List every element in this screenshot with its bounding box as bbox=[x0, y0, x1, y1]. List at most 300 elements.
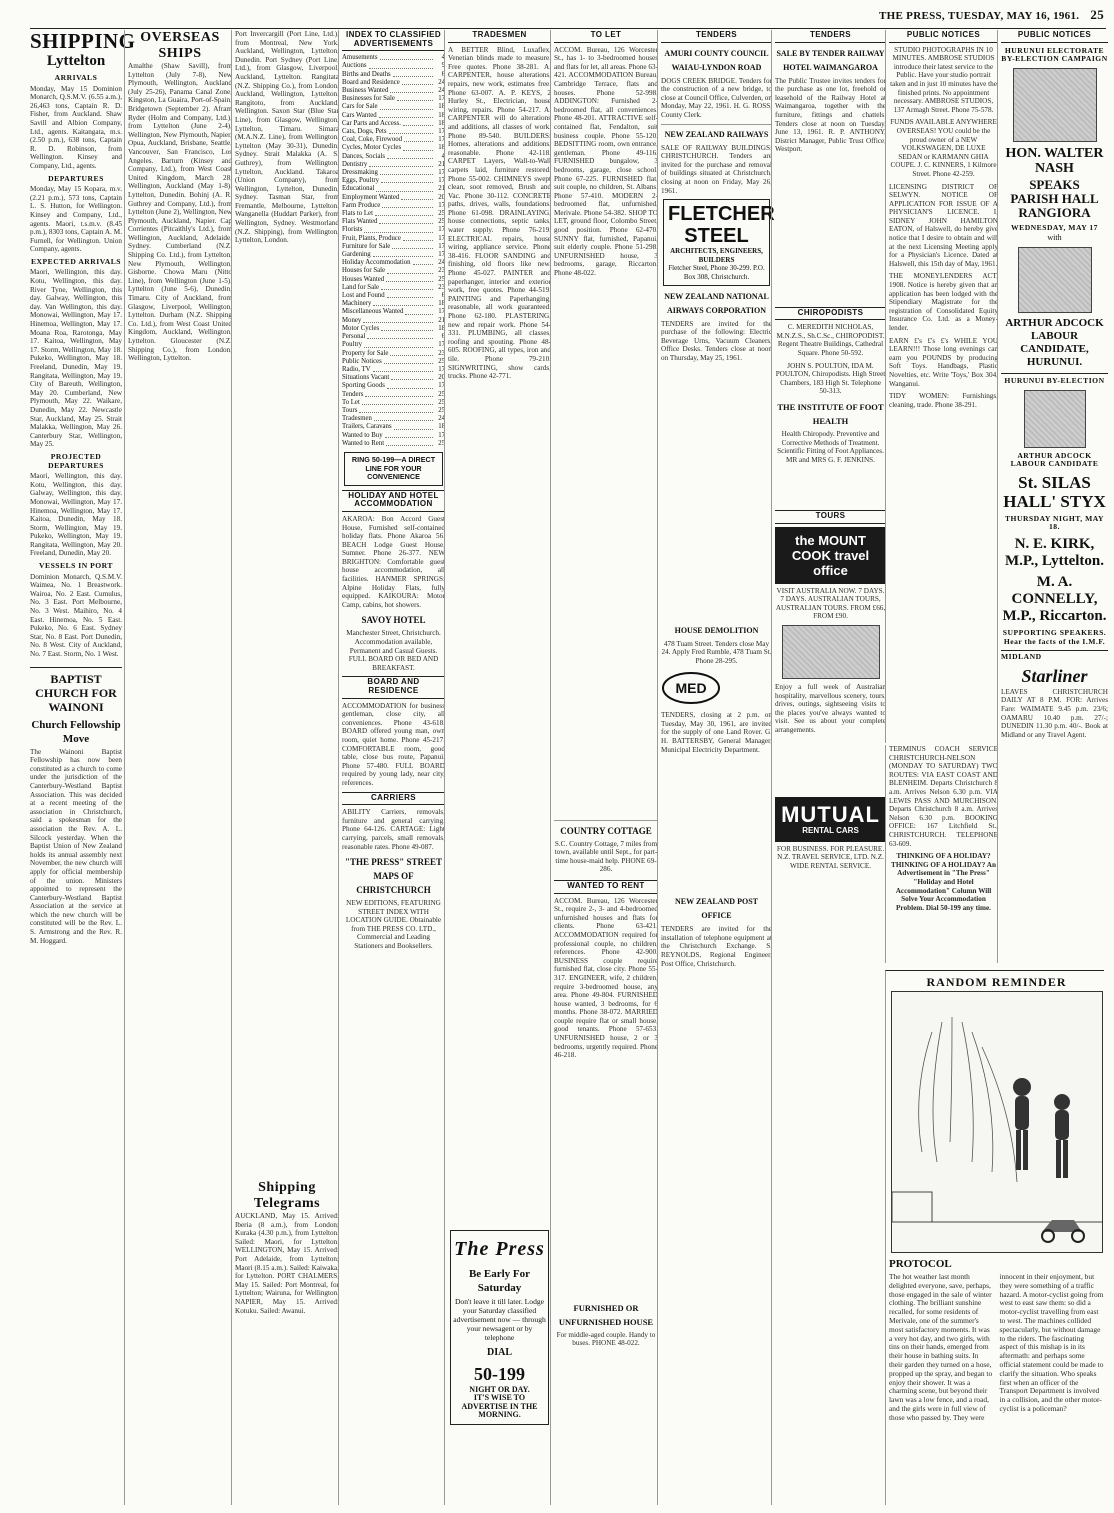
index-category: Flats to Let bbox=[342, 210, 373, 218]
promo-phone-number: 50-199 bbox=[474, 1363, 525, 1384]
index-row bbox=[342, 350, 445, 358]
to-let-column bbox=[550, 30, 658, 1505]
index-leader-dots bbox=[397, 95, 433, 101]
index-category: Machinery bbox=[342, 300, 372, 308]
shipping-column bbox=[30, 29, 136, 1505]
index-category: Tours bbox=[342, 406, 358, 414]
projected-departures-heading: PROJECTED DEPARTURES bbox=[48, 451, 104, 470]
index-page: 25 bbox=[438, 275, 445, 283]
index-leader-dots bbox=[376, 185, 433, 191]
tradesmen-column bbox=[444, 30, 551, 1505]
index-leader-dots bbox=[373, 300, 433, 306]
index-page: 17 bbox=[438, 234, 445, 242]
post-office-heading: NEW ZEALAND POST OFFICE bbox=[675, 897, 758, 921]
index-row bbox=[342, 169, 445, 177]
furnished-house-text: For middle-aged couple. Handy to buses. PHONE 48-022. bbox=[556, 1330, 656, 1348]
to-let-text: ACCOM. Bureau, 126 Worcester St., has 1- to 3-bedroomed houses and flats for let, all areas. Phone 63-421. ACCOMMODATION Bureau, Cambridge Terrace, flats and houses. Phone 52-998. ADDINGTON: Furnished 2-bedroomed flat, all conveniences. Phone 48-201. ATTRACTIVE self-contained flat, Fendalton, suit business couple. Phone 55-120. BEDSITTING room, own entrance, gentleman. Phone 49-116. FURNISHED bungalow, 3 bedrooms, garage, close school. Phone 67-225. FURNISHED flat, suit couple, no children, St. Albans. Phone 57-410. MODERN 2-bedroomed flat, unfurnished, Merivale. Phone 54-382. SHOP TO LET, ground floor, Colombo Street, good position. Phone 62-470. SUNNY flat, furnished, Papanui, suit elderly couple. Phone 51-298. UNFURNISHED house, 3 bedrooms, garage, Riccarton. Phone 48-022. bbox=[554, 45, 658, 278]
nash-portrait bbox=[1013, 68, 1097, 142]
adcock-caption: ARTHUR ADCOCK LABOUR CANDIDATE, HURUNUI. bbox=[1005, 316, 1104, 368]
silas-date: THURSDAY NIGHT, MAY 18. bbox=[1004, 513, 1105, 532]
index-category: Radio, TV bbox=[342, 365, 371, 373]
index-leader-dots bbox=[374, 415, 433, 421]
index-leader-dots bbox=[373, 251, 433, 257]
board-heading: BOARD AND RESIDENCE bbox=[342, 676, 445, 698]
index-page: 18 bbox=[438, 300, 445, 308]
index-page: 17 bbox=[438, 365, 445, 373]
index-category: Dances, Socials bbox=[342, 152, 386, 160]
index-row bbox=[342, 308, 445, 316]
index-row bbox=[342, 161, 445, 169]
index-leader-dots bbox=[403, 144, 433, 150]
index-category: Trailers, Caravans bbox=[342, 423, 392, 431]
index-row bbox=[342, 112, 445, 120]
index-page: 17 bbox=[438, 177, 445, 185]
index-leader-dots bbox=[391, 374, 433, 380]
index-category: Wanted to Buy bbox=[342, 431, 383, 439]
index-leader-dots bbox=[380, 169, 433, 175]
index-row bbox=[342, 407, 445, 415]
index-row bbox=[342, 79, 445, 87]
index-leader-dots bbox=[390, 350, 433, 356]
index-page: 23 bbox=[438, 267, 445, 275]
index-row bbox=[342, 267, 445, 275]
index-page: 17 bbox=[438, 128, 445, 136]
index-category: Business Wanted bbox=[342, 87, 389, 94]
index-category: Fruit, Plants, Produce bbox=[342, 234, 401, 242]
index-row bbox=[342, 325, 445, 333]
council-heading: AMURI COUNTY COUNCIL WAIAU-LYNDON ROAD bbox=[664, 48, 769, 72]
index-page: 17 bbox=[438, 136, 445, 144]
index-leader-dots bbox=[386, 440, 433, 446]
index-category: Situations Vacant bbox=[342, 374, 390, 382]
index-category: Farm Produce bbox=[342, 201, 381, 209]
index-category: Births and Deaths bbox=[342, 70, 391, 78]
chiropodists-heading: CHIROPODISTS bbox=[775, 307, 886, 321]
index-row bbox=[342, 153, 445, 161]
index-page: 25 bbox=[438, 218, 445, 226]
index-page: 17 bbox=[438, 226, 445, 234]
index-heading: INDEX TO CLASSIFIED ADVERTISEMENTS bbox=[342, 30, 445, 51]
index-category: Houses Wanted bbox=[342, 275, 385, 283]
index-category: Public Notices bbox=[342, 357, 382, 365]
index-page: 18 bbox=[438, 423, 445, 431]
cartoon-illustration bbox=[892, 992, 1102, 1252]
council-text: DOGS CREEK BRIDGE. Tenders for the construction of a new bridge, to close at Council Office, Culverden, on Monday, May 22, 1961. H. G. ROSS, County Clerk. bbox=[661, 76, 772, 119]
adcock-caption-2: ARTHUR ADCOCK LABOUR CANDIDATE bbox=[1010, 450, 1099, 469]
index-category: Car Parts and Access. bbox=[342, 119, 401, 127]
index-category: Amusements bbox=[342, 54, 378, 62]
index-row bbox=[342, 202, 445, 210]
index-row bbox=[342, 87, 445, 95]
tenders-column-1 bbox=[657, 30, 775, 1505]
shipping-subtitle: Lyttelton bbox=[46, 53, 106, 69]
wanted-to-rent-heading: WANTED TO RENT bbox=[554, 880, 658, 894]
index-category: Wanted to Rent bbox=[342, 439, 385, 447]
index-row bbox=[342, 440, 445, 448]
index-row bbox=[342, 71, 445, 79]
index-category: Furniture for Sale bbox=[342, 242, 391, 250]
silas-hall-heading: St. SILAS HALL' STYX bbox=[1003, 472, 1106, 511]
airways-text: TENDERS are invited for the purchase of the following: Electric Beverage Urns, Vacuum Cleaners, Office Desks. Tenders close at noon on Thursday, May 25, 1961. bbox=[661, 319, 772, 362]
arrivals-text: Monday, May 15 Dominion Monarch, Q.S.M.V. (6.55 a.m.), 26,463 tons, Captain R. D. Fisher, from Auckland. Shaw Savill and Albion Company, Ltd., agents. Kaitangata, m.s. (2.50 p.m.), 638 tons, Captain R. D. Robinson, from Wellington. Kinsey and Company, Ltd., agents. bbox=[30, 84, 122, 170]
index-leader-dots bbox=[392, 243, 433, 249]
departures-text: Monday, May 15 Kopara, m.v. (2.21 p.m.), 573 tons, Captain L. S. Hutton, for Wellington. Kinsey and Company, Ltd., agents. Maori, t.s.m.v. (8.45 p.m.), 8303 tons, Captain A. M. Furnell, for Wellington. Union Company, agents. bbox=[30, 185, 122, 254]
index-row bbox=[342, 300, 445, 308]
starliner-text: LEAVES CHRISTCHURCH DAILY AT 8 P.M. FOR: Arrives Fare: WAIMATE 9.45 p.m. 23/6; OAMARU 10.40 p.m. 27/-; DUNEDIN 11.30 p.m. 40/-. Book at Midland or any Travel Agent. bbox=[1001, 687, 1108, 739]
adcock-portrait-2 bbox=[1024, 390, 1086, 448]
nash-speaks: SPEAKS bbox=[1029, 176, 1080, 192]
mount-cook-banner: the MOUNT COOK travel office bbox=[775, 527, 886, 584]
index-leader-dots bbox=[386, 276, 433, 282]
index-leader-dots bbox=[375, 210, 433, 216]
index-page: 6 bbox=[441, 70, 445, 78]
index-category: Cars for Sale bbox=[342, 103, 378, 111]
house-demolition-heading: HOUSE DEMOLITION bbox=[674, 625, 759, 635]
index-leader-dots bbox=[373, 366, 433, 372]
coach-service-column bbox=[885, 745, 998, 963]
index-page: 17 bbox=[438, 95, 445, 103]
index-leader-dots bbox=[363, 317, 433, 323]
vessels-in-port-text: Dominion Monarch, Q.S.M.V. Waimea, No. 1 Breastwork. Wairoa, No. 2 East. Cumulus, No. 3 East. Port Melbourne, No. 3 West. Maihiro, No. 4 East. Hinemoa, No. 5 East. Pukeko, No. 6 East. Sydney Star, No. 8 East. Port Dunedin, No. 8 West. City of Auckland, No. 7 East. Storm, No. 1 West. bbox=[30, 572, 122, 658]
index-row bbox=[342, 284, 445, 292]
index-page: 21 bbox=[438, 185, 445, 193]
index-row bbox=[342, 399, 445, 407]
ships-continued-column bbox=[231, 30, 339, 1505]
tenders-column-2 bbox=[771, 30, 886, 1505]
index-leader-dots bbox=[369, 161, 433, 167]
index-page: 4 bbox=[441, 152, 445, 160]
med-logo bbox=[661, 671, 772, 705]
index-page: 17 bbox=[438, 169, 445, 177]
nash-with: with bbox=[1047, 233, 1062, 243]
wanted-to-rent-text: ACCOM. Bureau, 126 Worcester St., require 2-, 3- and 4-bedroomed unfurnished houses and flats for clients. Phone 63-421. ACCOMMODATION required for professional couple, no children, references. Phone 42-900. BUSINESS couple require furnished flat, close city. Phone 55-317. ENGINEER, wife, 2 children, require 3-bedroomed house, any area. Phone 49-804. FURNISHED house wanted, 3 bedrooms, for 6 months. Phone 38-072. MARRIED couple require flat or small house, good tenants. Phone 57-653. UNFURNISHED house, 2 or 3 bedrooms, urgently required. Phone 46-218. bbox=[554, 896, 658, 1060]
overseas-ships-title: OVERSEAS SHIPS bbox=[140, 30, 220, 61]
index-category: Tradesmen bbox=[342, 415, 372, 423]
promo-line-2: Don't leave it till later. Lodge your Saturday classified advertisement now — through your newsagent or by telephone bbox=[453, 1296, 546, 1342]
index-leader-dots bbox=[393, 71, 433, 77]
index-category: Personal bbox=[342, 333, 366, 341]
index-leader-dots bbox=[403, 120, 433, 126]
tours-text: VISIT AUSTRALIA NOW. 7 DAYS. 7 DAYS. AUSTRALIAN TOURS, AUSTRALIAN TOURS. FROM £66, FROM £90. bbox=[775, 586, 886, 621]
fletcher-text: Fletcher Steel, Phone 30-299. P.O. Box 308, Christchurch. bbox=[668, 264, 765, 281]
med-logo-text: MED bbox=[675, 680, 707, 697]
index-leader-dots bbox=[387, 382, 433, 388]
index-row bbox=[342, 194, 445, 202]
index-category: Coal, Coke, Firewood bbox=[342, 136, 403, 144]
nash-venue: PARISH HALL RANGIORA bbox=[1010, 190, 1099, 220]
fletcher-subtitle: ARCHITECTS, ENGINEERS, BUILDERS bbox=[670, 247, 763, 264]
starliner-name: Starliner bbox=[1021, 665, 1088, 686]
protocol-text: The hot weather last month delighted everyone, save, perhaps, those engaged in the sale of winter clothing. The brilliant sunshine recalled, for some residents of Merivale, one of the summer's most satisfactory moments. It was a very hot day, and two girls, with tins on their hands, emerged from their house in bathing suits. In their garden they turned on a hose, propped up the spray, and began to enjoy their shower. It was a charming scene, but beyond their lawn was a low fence, and a road, and the girls were in full view of those who passed by. They were innocent in their enjoyment, but they were something of a traffic hazard. A motor-cyclist going from west to east saw them: so did a motor-cyclist travelling from east to west. The machines collided spectacularly, but without damage to the riders. The fascinating aspect of this mishap is in its aftermath: and perhaps some official statement could be made to clarify the situation. Who speaks first when an officer of the Transport Department is involved in a collision, and the other motor-cyclist is a policeman? bbox=[889, 1272, 1104, 1422]
furnished-house-heading: FURNISHED OR UNFURNISHED HOUSE bbox=[558, 1302, 654, 1327]
index-category: Cats, Dogs, Pets bbox=[342, 128, 387, 136]
ships-continued-text: Port Invercargill (Port Line, Ltd.), from Montreal, New York, Auckland, Wellington, Lyttelton, Dunedin. Port Sydney (Port Line, Ltd.), from Glasgow, Liverpool, Auckland, Lyttelton. Rangitata (N.Z. Shipping Co.), from London, Auckland, Wellington, Lyttelton. Rangitoto, from Auckland, Wellington. Saxon Star (Blue Star Line), from Glasgow, Wellington, Lyttelton, Timaru. Simara (M.A.N.Z. Line), from Wellington, Lyttelton (May 30-31), Dunedin, Sydney. Strait Malakka (A. S. Guthrey), from Wellington, Lyttelton, Auckland. Takaroa (Union Company), from Wellington, Lyttelton, Dunedin, Sydney. Tasman Star, from Fremantle, Melbourne, Lyttelton. Wanganella (Huddart Parker), from Wellington, Sydney. Westmorland (N.Z. Shipping), from Wellington, Lyttelton, London. bbox=[235, 30, 339, 245]
index-category: Cars Wanted bbox=[342, 111, 377, 119]
index-category: Cycles, Motor Cycles bbox=[342, 144, 402, 152]
overseas-ships-text: Amalthe (Shaw Savill), from Lyttelton (July 7-8), New Plymouth, Wellington, Auckland (July 25-26), Panama Canal Zone, Kingston, La Guaira, Port-of-Spain, Bridgetown (September 2). Afram Ryder (Holm and Company, Ltd.), from Lyttelton (June 2-4), Wellington, New Plymouth, Napier, Opua, Auckland, Brisbane, Seattle, Vancouver, San Francisco, Los Angeles. Barturn (Kinsey and Company, Ltd.), from West Coast United Kingdom, March 28, Wellington, Auckland (May 1-8), Lyttelton, Dunedin. Bohinj (A. R. Guthrey and Company, Ltd.), from Lyttelton (June 2), Wellington, New Plymouth, Auckland, Napier. Cap Corrientes (Pitcaithly's Ltd.), from Wellington, Auckland, Adelaide, Sydney. Cumberland (N.Z. Shipping Co. Ltd.), from Lyttelton, New Plymouth, Wellington, Gisborne. Chowa Maru (Nitto Line), from Wellington (June 1-5), Lyttelton (June 5-6), Dunedin, Timaru. City of Auckland, from Glasgow, Liverpool, Wellington, Lyttelton. Durham (N.Z. Shipping Co. Ltd.), from West Coast United Kingdom, Auckland, Wellington, Lyttelton. Gloucester (N.Z. Shipping Co.), from London, Wellington, Lyttelton. bbox=[128, 62, 232, 363]
connelly-name: M. A. CONNELLY, M.P., Riccarton. bbox=[1002, 573, 1107, 624]
press-masthead: The Press bbox=[454, 1237, 545, 1260]
moneylenders-notice: THE MONEYLENDERS ACT, 1908. Notice is hereby given that an application has been lodged with the Stipendiary Magistrate for the registration of Consolidated Equity Insurance Co. Ltd. as a Money-lender. bbox=[889, 272, 998, 332]
promo-wise: IT'S WISE TO ADVERTISE IN THE MORNING. bbox=[461, 1393, 538, 1420]
index-leader-dots bbox=[390, 87, 433, 93]
index-row bbox=[342, 333, 445, 341]
departures-heading: DEPARTURES bbox=[48, 173, 104, 183]
studio-notice: STUDIO PHOTOGRAPHS IN 10 MINUTES. AMBROSE STUDIOS introduce their latest service to the Public. Have your studio portrait taken and in just 10 minutes have the finished prints. No appointment necessary. AMBROSE STUDIOS, 137 Armagh Street. Phone 75-578. bbox=[890, 45, 997, 114]
index-leader-dots bbox=[362, 399, 433, 405]
chiropodist-1-text: C. MEREDITH NICHOLAS, M.N.Z.S., Sh.C.Sc., CHIROPODIST. Regent Theatre Buildings, Cathedral Square. Phone 50-592. bbox=[776, 323, 885, 357]
licensing-notice: LICENSING DISTRICT OF SELWYN. NOTICE OF APPLICATION FOR ISSUE OF A PHYSICIAN'S LICENCE. I, SIDNEY JOHN HAMILTON EATON, of Halswell, do hereby give notice that I desire to obtain and will at the next Licensing Meeting apply for a Physician's Licence. Dated at Halswell, this 15th day of May, 1961. bbox=[889, 182, 998, 268]
supporting-speakers: SUPPORTING SPEAKERS. Hear the facts of the I.M.F. bbox=[1002, 627, 1107, 646]
index-row bbox=[342, 103, 445, 111]
index-page: 25 bbox=[438, 210, 445, 218]
index-category: Employment Wanted bbox=[342, 193, 400, 201]
street-maps-heading: "THE PRESS" STREET MAPS OF CHRISTCHURCH bbox=[344, 857, 443, 896]
railway-hotel-text: The Public Trustee invites tenders for the purchase as one lot, freehold or leasehold of the Railway Hotel at Waimangaroa, together with the furniture, fittings and chattels. Tenders close at noon on Tuesday, June 13, 1961. R. P. ANTHONY, District Manager, Public Trust Office, Westport. bbox=[775, 76, 886, 154]
index-row bbox=[342, 276, 445, 284]
shipping-telegrams-text: AUCKLAND, May 15. Arrived: Iberia (8 a.m.), from London; Kuraka (4.30 p.m.), from Lyttelton. Sailed: Maori, for Lyttelton. WELLINGTON, May 15. Arrived: Port Adelaide, from Lyttelton; Maori (8.15 a.m.). Sailed: Kaiwaka, for Lyttelton. PORT CHALMERS, May 15. Sailed: Port Montreal, for Lyttelton; Wairuna, for Wellington. NAPIER, May 15. Arrived: Kotuku. Sailed: Awanui. bbox=[235, 1212, 339, 1315]
index-leader-dots bbox=[404, 136, 433, 142]
protocol-heading: PROTOCOL bbox=[889, 1258, 952, 1270]
vessels-in-port-heading: VESSELS IN PORT bbox=[39, 561, 113, 571]
index-category: Auctions bbox=[342, 62, 367, 70]
arrivals-heading: ARRIVALS bbox=[54, 73, 98, 82]
shipping-telegrams-title: Shipping Telegrams bbox=[253, 1180, 321, 1211]
index-row bbox=[342, 415, 445, 423]
index-leader-dots bbox=[369, 62, 433, 68]
mutual-name: MUTUAL bbox=[781, 801, 880, 827]
funds-notice: FUNDS AVAILABLE ANYWHERE OVERSEAS! YOU could be the proud owner of a NEW VOLKSWAGEN, DE LUXE SEDAN or KARMANN GHIA COUPE. J. C. KINNERS, 1 Kilmore Street. Phone 42-259. bbox=[890, 118, 997, 178]
index-row bbox=[342, 432, 445, 440]
index-row bbox=[342, 218, 445, 226]
index-row bbox=[342, 243, 445, 251]
holiday-heading: HOLIDAY AND HOTEL ACCOMMODATION bbox=[342, 490, 445, 512]
index-category: Dentistry bbox=[342, 160, 368, 168]
index-category: Tenders bbox=[342, 390, 364, 398]
folio-page-number: 25 bbox=[1090, 7, 1104, 22]
index-leader-dots bbox=[382, 202, 433, 208]
index-page: 17 bbox=[438, 242, 445, 250]
index-row bbox=[342, 374, 445, 382]
public-notices-column-1 bbox=[885, 30, 998, 743]
index-row bbox=[342, 292, 445, 300]
railways-text: SALE OF RAILWAY BUILDINGS: CHRISTCHURCH. Tenders are invited for the purchase and removal of buildings situated at Christchurch, closing at noon on Friday, May 26, 1961. bbox=[661, 143, 772, 195]
terminus-notice: TERMINUS COACH SERVICE CHRISTCHURCH-NELSON (MONDAY TO SATURDAY) TWO ROUTES: VIA EAST COAST AND BLENHEIM. Departs Christchurch 8 a.m. Arrives Nelson 6.30 p.m. VIA LEWIS PASS AND MURCHISON. Departs Christchurch 8 a.m. Arrives Nelson 6.30 p.m. BOOKING OFFICE: 167 Litchfield St., CHRISTCHURCH. TELEPHONE 63-609. bbox=[889, 745, 998, 848]
kirk-name: N. E. KIRK, M.P., Lyttelton. bbox=[1004, 535, 1105, 569]
carriers-heading: CARRIERS bbox=[342, 792, 445, 806]
index-page: 18 bbox=[438, 111, 445, 119]
classified-index-column bbox=[338, 30, 445, 1505]
fletcher-ad bbox=[663, 199, 775, 285]
index-leader-dots bbox=[381, 284, 433, 290]
index-category: Flats Wanted bbox=[342, 218, 378, 226]
index-category: Money bbox=[342, 316, 362, 324]
index-leader-dots bbox=[379, 218, 433, 224]
page-folio bbox=[879, 7, 1104, 23]
public-notices-heading-2: PUBLIC NOTICES bbox=[1001, 30, 1108, 43]
index-row bbox=[342, 136, 445, 144]
tenders-heading-2: TENDERS bbox=[775, 30, 886, 43]
index-row bbox=[342, 235, 445, 243]
index-page: 24 bbox=[438, 78, 445, 86]
index-row bbox=[342, 423, 445, 431]
index-page: 17 bbox=[438, 201, 445, 209]
country-cottage-text: S.C. Country Cottage, 7 miles from town, available until Sept., for part-time house-maid help. PHONE 69-286. bbox=[554, 839, 658, 874]
index-row bbox=[342, 382, 445, 390]
projected-departures-text: Maori, Wellington, this day. Kotu, Wellington, this day. Galway, Wellington, this day. Monowai, Wellington, May 17. Hinemoa, Wellington, May 17. Kaitoa, Dunedin, May 18. Storm, Wellington, May 19. Pukeko, Wellington, May 19. Rangitata, Wellington, May 20. Freeland, Dunedin, May 20. bbox=[30, 472, 122, 558]
tours-heading: TOURS bbox=[775, 510, 886, 524]
savoy-text: Manchester Street, Christchurch. Accommodation available, Permanent and Casual Guests. FULL BOARD OR BED AND BREAKFAST. bbox=[346, 629, 441, 672]
index-row bbox=[342, 128, 445, 136]
index-category: Miscellaneous Wanted bbox=[342, 308, 404, 316]
index-row bbox=[342, 341, 445, 349]
index-category: Sporting Goods bbox=[342, 382, 385, 390]
tours-photo bbox=[782, 625, 880, 679]
index-leader-dots bbox=[401, 194, 433, 200]
promo-night-day: NIGHT OR DAY. bbox=[469, 1384, 530, 1394]
index-row bbox=[342, 177, 445, 185]
street-maps-text: NEW EDITIONS, FEATURING STREET INDEX WITH LOCATION GUIDE. Obtainable from THE PRESS CO. LTD., Commercial and Leading Stationers and Booksellers. bbox=[345, 899, 442, 951]
savoy-heading: SAVOY HOTEL bbox=[361, 615, 426, 626]
to-let-heading: TO LET bbox=[554, 30, 658, 43]
tradesmen-heading: TRADESMEN bbox=[448, 30, 551, 43]
index-page: 18 bbox=[438, 119, 445, 127]
holiday-text: AKAROA: Bon Accord Guest House, Furnished self-contained holiday flats. Phone Akaroa 56. BEACH Lodge Guest House, Sumner. Phone 26-377. NEW BRIGHTON: Comfortable guest house accommodation, all facilities. HANMER SPRINGS: Alpine Holiday Flats, fully equipped. KAIKOURA: Motor Camp, cabins, hot showers. bbox=[342, 514, 445, 609]
institute-text: Health Chiropody. Preventive and Corrective Methods of Treatment. Scientific Fitting of Foot Appliances. MR and MRS G. F. JENKINS. bbox=[777, 429, 884, 464]
index-leader-dots bbox=[394, 423, 433, 429]
index-category: Gardening bbox=[342, 251, 371, 259]
shipping-title: SHIPPING bbox=[30, 29, 136, 53]
index-leader-dots bbox=[402, 79, 433, 85]
index-page: 23 bbox=[438, 283, 445, 291]
index-leader-dots bbox=[405, 308, 433, 314]
tours-text-2: Enjoy a full week of Australian hospitality, marvellous scenery, tours, drives, outings, sightseeing visits to the places you've always wanted to visit. See us about your complete arrangements. bbox=[775, 682, 886, 734]
expected-arrivals-text: Maori, Wellington, this day. Kotu, Wellington, this day. River Tyne, Wellington, this day. Galway, Wellington, this day. Van Wellington, this day. Monowai, Wellington, May 17. Hinemoa, Wellington, May 17. Moana Roa, Rarotonga, May 17. Kaitoa, Wellington, May 17. Storm, Wellington, May 18. Pukeko, Wellington, May 18. Freeland, Dunedin, May 19. Rangitata, Wellington, May 19. City of Bareuth, Wellington, May 20. Cumberland, New Plymouth, May 22. Waikare, Dunedin, May 22. Newcastle Star, Auckland, May 25. Strait Malakka, Wellington, May 26. Canterbury Star, Wellington, May 25. bbox=[30, 268, 122, 449]
church-subheadline: Church Fellowship Move bbox=[31, 718, 121, 745]
index-category: Property for Sale bbox=[342, 349, 389, 357]
index-page: 25 bbox=[438, 398, 445, 406]
index-row bbox=[342, 210, 445, 218]
index-page: 17 bbox=[438, 308, 445, 316]
top-rule bbox=[30, 28, 1106, 29]
earn-notice: EARN £'s £'s £'s WHILE YOU LEARN!!! Those long evenings can earn you POUNDS by producing Soft Toys. Handbags, Plastic Novelties, etc. Write 'Toys,' Box 304, Wanganui. bbox=[889, 336, 998, 388]
mutual-subtitle: RENTAL CARS bbox=[802, 825, 859, 835]
random-reminder-title: RANDOM REMINDER bbox=[926, 975, 1067, 989]
institute-heading: THE INSTITUTE OF FOOT HEALTH bbox=[777, 401, 884, 426]
index-page: 21 bbox=[438, 316, 445, 324]
index-page: 23 bbox=[438, 349, 445, 357]
index-page: 24 bbox=[438, 87, 445, 94]
index-row bbox=[342, 95, 445, 103]
index-leader-dots bbox=[387, 267, 433, 273]
folio-paper: THE PRESS, TUESDAY, MAY 16, 1961. bbox=[879, 10, 1080, 22]
index-category: Holiday Accommodation bbox=[342, 259, 411, 267]
index-leader-dots bbox=[381, 177, 433, 183]
midland-label: MIDLAND bbox=[1001, 650, 1108, 662]
reminder-cartoon bbox=[891, 991, 1103, 1253]
index-row bbox=[342, 259, 445, 267]
index-category: Lost and Found bbox=[342, 292, 385, 300]
post-office-text: TENDERS are invited for the installation of telephone equipment at the Christchurch Exchange. S. REYNOLDS, Regional Engineer, Post Office, Christchurch. bbox=[661, 925, 772, 968]
church-headline: BAPTIST CHURCH FOR WAINONI bbox=[30, 667, 122, 714]
tradesmen-text: A BETTER Blind, Luxaflex, Venetian blinds made to measure. Free quotes. Phone 38-281. A. CARPENTER, house alterations, repairs, new work, estimates free. Phone 63-007. A. P. KEYS, 2 Hurley St., Electrician, house wiring, repairs. Phone 54-217. A. CARPENTER will do alterations and additions, all classes of work. Phone 89-540. BUILDERS: Homes, alterations and additions, reasonable. Phone 42-118. CARPET Layers, Wall-to-Wall carpets laid, furniture restored. Phone 55-002. CHIMNEYS swept clean, soot removed, Brush and Vac. Phone 30-112. CONCRETE paths, drives, walls, foundations. Phone 61-098. DRAINLAYING, house connections, septic tanks, water supply. Phone 76-219. ELECTRICAL repairs, house wiring, appliance service. Phone 38-416. FLOOR SANDING and finishing, old floors like new. Phone 45-027. PAINTER and paperhanger, interior and exterior work, free quotes. Phone 44-519. PAINTING and Paperhanging, reasonable, all work guaranteed. Phone 62-180. PLASTERING, new and repair work. Phone 54-331. PLUMBING, all classes, roofing and spouting. Phone 48-605. ROOFING, all types, iron and tile. Phone 79-210. SIGNWRITING, show cards, trucks. Phone 42-771. bbox=[448, 45, 551, 381]
press-promo-box bbox=[450, 1230, 549, 1425]
index-category: Board and Residence bbox=[342, 78, 400, 86]
promo-line-1: Be Early For Saturday bbox=[468, 1267, 531, 1294]
index-leader-dots bbox=[380, 103, 434, 109]
adcock-portrait bbox=[1018, 247, 1092, 313]
random-reminder-feature bbox=[885, 970, 1104, 1505]
index-page: 24 bbox=[438, 415, 445, 423]
mutual-banner bbox=[775, 797, 886, 842]
index-category: Businesses for Sale bbox=[342, 95, 395, 103]
index-row bbox=[342, 251, 445, 259]
thinking-notice: THINKING OF A HOLIDAY? THINKING OF A HOLIDAY? An Advertisement in "The Press" "Holiday and Hotel Accommodation" Column Will Solve Your Accommodation Problem. Dial 50-199 any time. bbox=[891, 852, 996, 912]
election-heading: HURUNUI ELECTORATE BY-ELECTION CAMPAIGN bbox=[1001, 45, 1108, 64]
airways-heading: NEW ZEALAND NATIONAL AIRWAYS CORPORATION bbox=[664, 291, 769, 315]
index-leader-dots bbox=[359, 407, 433, 413]
railway-hotel-heading: SALE BY TENDER RAILWAY HOTEL WAIMANGAROA bbox=[776, 48, 885, 72]
index-page: 18 bbox=[438, 144, 445, 152]
index-row bbox=[342, 54, 445, 62]
by-election-heading: HURUNUI BY-ELECTION bbox=[1001, 373, 1108, 386]
index-page: 9 bbox=[441, 62, 445, 70]
med-logo-icon bbox=[661, 671, 721, 705]
index-row bbox=[342, 226, 445, 234]
index-page: 18 bbox=[438, 103, 445, 111]
index-row bbox=[342, 62, 445, 70]
index-page: 25 bbox=[438, 439, 445, 447]
carriers-text: ABILITY Carriers, removals, furniture and general carrying. Phone 64-126. CARTAGE: Light carrying, parcels, small removals, reasonable rates. Phone 49-087. bbox=[342, 808, 445, 851]
index-leader-dots bbox=[379, 112, 433, 118]
index-page: 17 bbox=[438, 431, 445, 439]
index-page: 4 bbox=[441, 54, 445, 62]
index-leader-dots bbox=[365, 391, 433, 397]
fletcher-name: FLETCHER STEEL bbox=[668, 203, 775, 248]
tidy-notice: TIDY WOMEN: Furnishings, cleaning, trade. Phone 38-291. bbox=[889, 392, 998, 409]
phone-box: RING 50-199—A DIRECT LINE FOR YOUR CONVENIENCE bbox=[344, 452, 443, 486]
index-category: Eggs, Poultry bbox=[342, 177, 380, 185]
index-page: 20 bbox=[438, 374, 445, 382]
index-leader-dots bbox=[389, 128, 433, 134]
index-page: 20 bbox=[438, 193, 445, 201]
index-leader-dots bbox=[364, 341, 433, 347]
expected-arrivals-heading: EXPECTED ARRIVALS bbox=[30, 256, 121, 266]
index-category: Educational bbox=[342, 185, 375, 193]
index-page: 17 bbox=[438, 251, 445, 259]
index-row bbox=[342, 185, 445, 193]
index-category: Dressmaking bbox=[342, 169, 378, 177]
index-leader-dots bbox=[364, 226, 433, 232]
index-page: 21 bbox=[438, 160, 445, 168]
index-row bbox=[342, 366, 445, 374]
church-article-text: The Wainoni Baptist Fellowship has now been constituted as a church to come under the jurisdiction of the Canterbury-Westland Baptist Association. This was decided at a recent meeting of the association in Christchurch, said a spokesman for the association the Rev. A. L. Silcock yesterday. When the Baptist Union of New Zealand holds its annual assembly next November, the new church will apply for official membership of the union. Ministers appointed to represent the Canterbury-Westland Baptist Association at the service at which the new church will be constituted will be the Rev. L. S. Armstrong and the Rev. R. M. Hoggard. bbox=[30, 747, 122, 945]
index-row bbox=[342, 120, 445, 128]
index-category: Land for Sale bbox=[342, 283, 379, 291]
index-leader-dots bbox=[387, 292, 433, 298]
house-demolition-text: 478 Tuam Street. Tenders close May 24. Apply Fred Rumble, 478 Tuam St. Phone 28-295. bbox=[661, 639, 772, 665]
index-leader-dots bbox=[367, 333, 433, 339]
index-row bbox=[342, 317, 445, 325]
index-leader-dots bbox=[380, 54, 434, 60]
promo-dial: DIAL bbox=[486, 1346, 512, 1358]
index-page: 24 bbox=[438, 259, 445, 267]
public-notices-column-2 bbox=[997, 30, 1108, 963]
country-cottage-heading: COUNTRY COTTAGE bbox=[554, 820, 658, 838]
index-row bbox=[342, 144, 445, 152]
index-leader-dots bbox=[385, 432, 433, 438]
index-page: 17 bbox=[438, 382, 445, 390]
